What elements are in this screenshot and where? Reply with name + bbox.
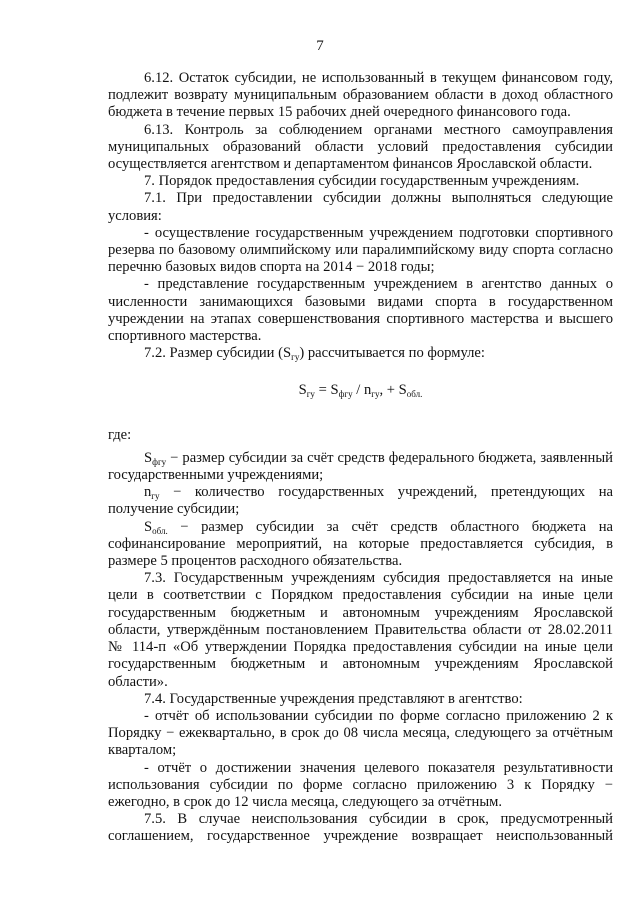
report-2: - отчёт о достижении значения целевого показателя результативности использования субсидии по форме согласно приложению 3 к Порядку − ежегодно, в срок до 12 числа месяца, следующего за отчётным. [108, 759, 613, 810]
paragraph-6-12: 6.12. Остаток субсидии, не использованный в текущем финансовом году, подлежит возврату муниципальным образованием области в доход областного бюджета в течение первых 15 рабочих дней очередного финансового года. [108, 70, 613, 121]
document-body [108, 70, 613, 846]
paragraph-7-5: 7.5. В случае неиспользования субсидии в срок, предусмотренный соглашением, государственное учреждение возвращает неиспользованный [108, 811, 613, 845]
condition-1: - осуществление государственным учреждением подготовки спортивного резерва по базовому олимпийскому или паралимпийскому виду спорта согласно перечню базовых видов спорта на 2014 − 2018 годы; [108, 224, 613, 276]
report-1: - отчёт об использовании субсидии по форме согласно приложению 2 к Порядку − ежеквартально, в срок до 08 числа месяца, следующего за отчётным кварталом; [108, 707, 613, 759]
paragraph-7-heading: 7. Порядок предоставления субсидии государственным учреждениям. [144, 173, 580, 190]
subsidy-formula: $S_{гу} = S_{фгу} / n_{гу}$, + $S_{обл.}$ [298, 382, 423, 400]
definition-n-gu: $n_{гу}$ − количество государственных учреждений, претендующих на получение субсидии; [108, 484, 613, 518]
definition-s-fgu: $S_{фгу}$ − размер субсидии за счёт средств федерального бюджета, заявленный государственными учреждениями; [108, 449, 613, 484]
where-label: где: [108, 426, 132, 443]
paragraph-7-1: 7.1. При предоставлении субсидии должны выполняться следующие условия: [108, 190, 613, 224]
definition-s-obl: $S_{обл.}$ − размер субсидии за счёт средств областного бюджета на софинансирование мероприятий, на которые предоставляется субсидия, в размере 5 процентов расходного обязательства. [108, 518, 613, 570]
paragraph-7-4: 7.4. Государственные учреждения представляют в агентство: [144, 690, 523, 707]
condition-2: - представление государственным учреждением в агентство данных о численности занимающихся базовыми видами спорта в государственном учреждении на этапах совершенствования спортивного мастерства и высшего спортивного мастерства. [108, 276, 613, 345]
paragraph-6-13: 6.13. Контроль за соблюдением органами местного самоуправления муниципальных образований области условий предоставления субсидии осуществляется агентством и департаментом финансов Ярославской области. [108, 121, 613, 173]
paragraph-7-3: 7.3. Государственным учреждениям субсидия предоставляется на иные цели в соответствии с Порядком предоставления субсидии на иные цели государственным бюджетным и автономным учреждениям Ярославской области, утверждённым постановлением Правительства области от 28.02.2011 № 114-п «Об утверждении Порядка предоставления субсидии на иные цели государственным бюджетным и автономным учреждениям Ярославской области». [108, 570, 613, 690]
paragraph-7-2: 7.2. Размер субсидии $(S_{гу})$ рассчитывается по формуле: [144, 345, 485, 363]
page-number: 7 [316, 38, 324, 54]
